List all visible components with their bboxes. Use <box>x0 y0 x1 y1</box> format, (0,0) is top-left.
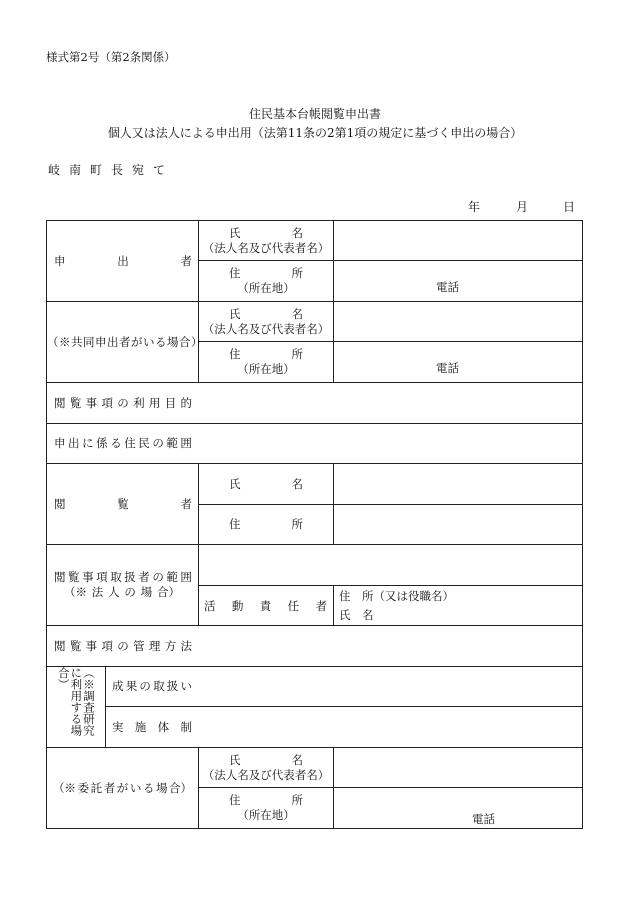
responsible-address-label: 住 所（又は役職名） <box>339 588 454 603</box>
results-handling-label: 成 果 の 取 扱 い <box>112 679 192 694</box>
addressee: 岐南町長宛て <box>48 163 175 177</box>
date-year-label: 年 <box>468 200 481 214</box>
purpose-field[interactable] <box>199 383 582 423</box>
applicant-address-field[interactable] <box>334 261 582 301</box>
applicant-name-field[interactable] <box>334 221 582 260</box>
applicant-name-label: 氏 名 （法人名及び代表者名） <box>202 225 330 255</box>
handler-scope-label: 閲 覧 事 項 取 扱 者 の 範 囲 （※ 法 人 の 場 合） <box>54 570 192 599</box>
research-note-label: （※調査研究に利用する場合） <box>56 667 96 736</box>
form-subtitle: 個人又は法人による申出用（法第11条の2第1項の規定に基づく申出の場合） <box>107 126 523 140</box>
joint-applicant-phone-label: 電話 <box>436 361 459 376</box>
management-method-field[interactable] <box>199 626 582 666</box>
consignor-phone-label: 電話 <box>472 812 495 827</box>
joint-applicant-name-field[interactable] <box>334 302 582 341</box>
form-number: 様式第2号（第2条関係） <box>46 50 176 64</box>
joint-applicant-name-label: 氏 名 （法人名及び代表者名） <box>202 306 330 336</box>
residents-scope-label: 申 出 に 係 る 住 民 の 範 囲 <box>54 436 192 451</box>
viewer-address-field[interactable] <box>334 505 582 544</box>
applicant-label: 申 出 者 <box>54 253 192 268</box>
responsible-name-label: 氏 名 <box>339 607 374 622</box>
implementation-structure-field[interactable] <box>199 707 582 747</box>
joint-applicant-address-field[interactable] <box>334 342 582 382</box>
form-title: 住民基本台帳閲覧申出書 <box>248 107 381 121</box>
consignor-name-label: 氏 名 （法人名及び代表者名） <box>202 752 330 782</box>
management-method-label: 閲 覧 事 項 の 管 理 方 法 <box>54 638 192 653</box>
residents-scope-field[interactable] <box>199 424 582 463</box>
applicant-phone-label: 電話 <box>436 280 459 295</box>
results-handling-field[interactable] <box>199 667 582 706</box>
joint-applicant-address-label: 住 所 （所在地） <box>229 347 303 376</box>
implementation-structure-label: 実 施 体 制 <box>112 719 192 734</box>
date-day-label: 日 <box>563 200 576 214</box>
viewer-address-label: 住 所 <box>229 517 303 532</box>
viewer-label: 閲 覧 者 <box>54 496 192 511</box>
date-month-label: 月 <box>516 200 529 214</box>
viewer-name-label: 氏 名 <box>229 476 303 491</box>
purpose-label: 閲 覧 事 項 の 利 用 目 的 <box>54 395 192 410</box>
handler-scope-field[interactable] <box>199 545 582 585</box>
consignor-name-field[interactable] <box>334 748 582 787</box>
consignor-label: （※ 委 託 者 が い る 場 合） <box>53 780 192 795</box>
applicant-address-label: 住 所 （所在地） <box>229 266 303 295</box>
consignor-address-label: 住 所 （所在地） <box>229 793 303 822</box>
viewer-name-field[interactable] <box>334 464 582 504</box>
responsible-person-label: 活 動 責 任 者 <box>204 599 327 614</box>
joint-applicant-label: （※共同申出者がいる場合） <box>47 334 203 349</box>
consignor-address-field[interactable] <box>334 788 582 828</box>
responsible-person-field[interactable] <box>334 586 582 625</box>
